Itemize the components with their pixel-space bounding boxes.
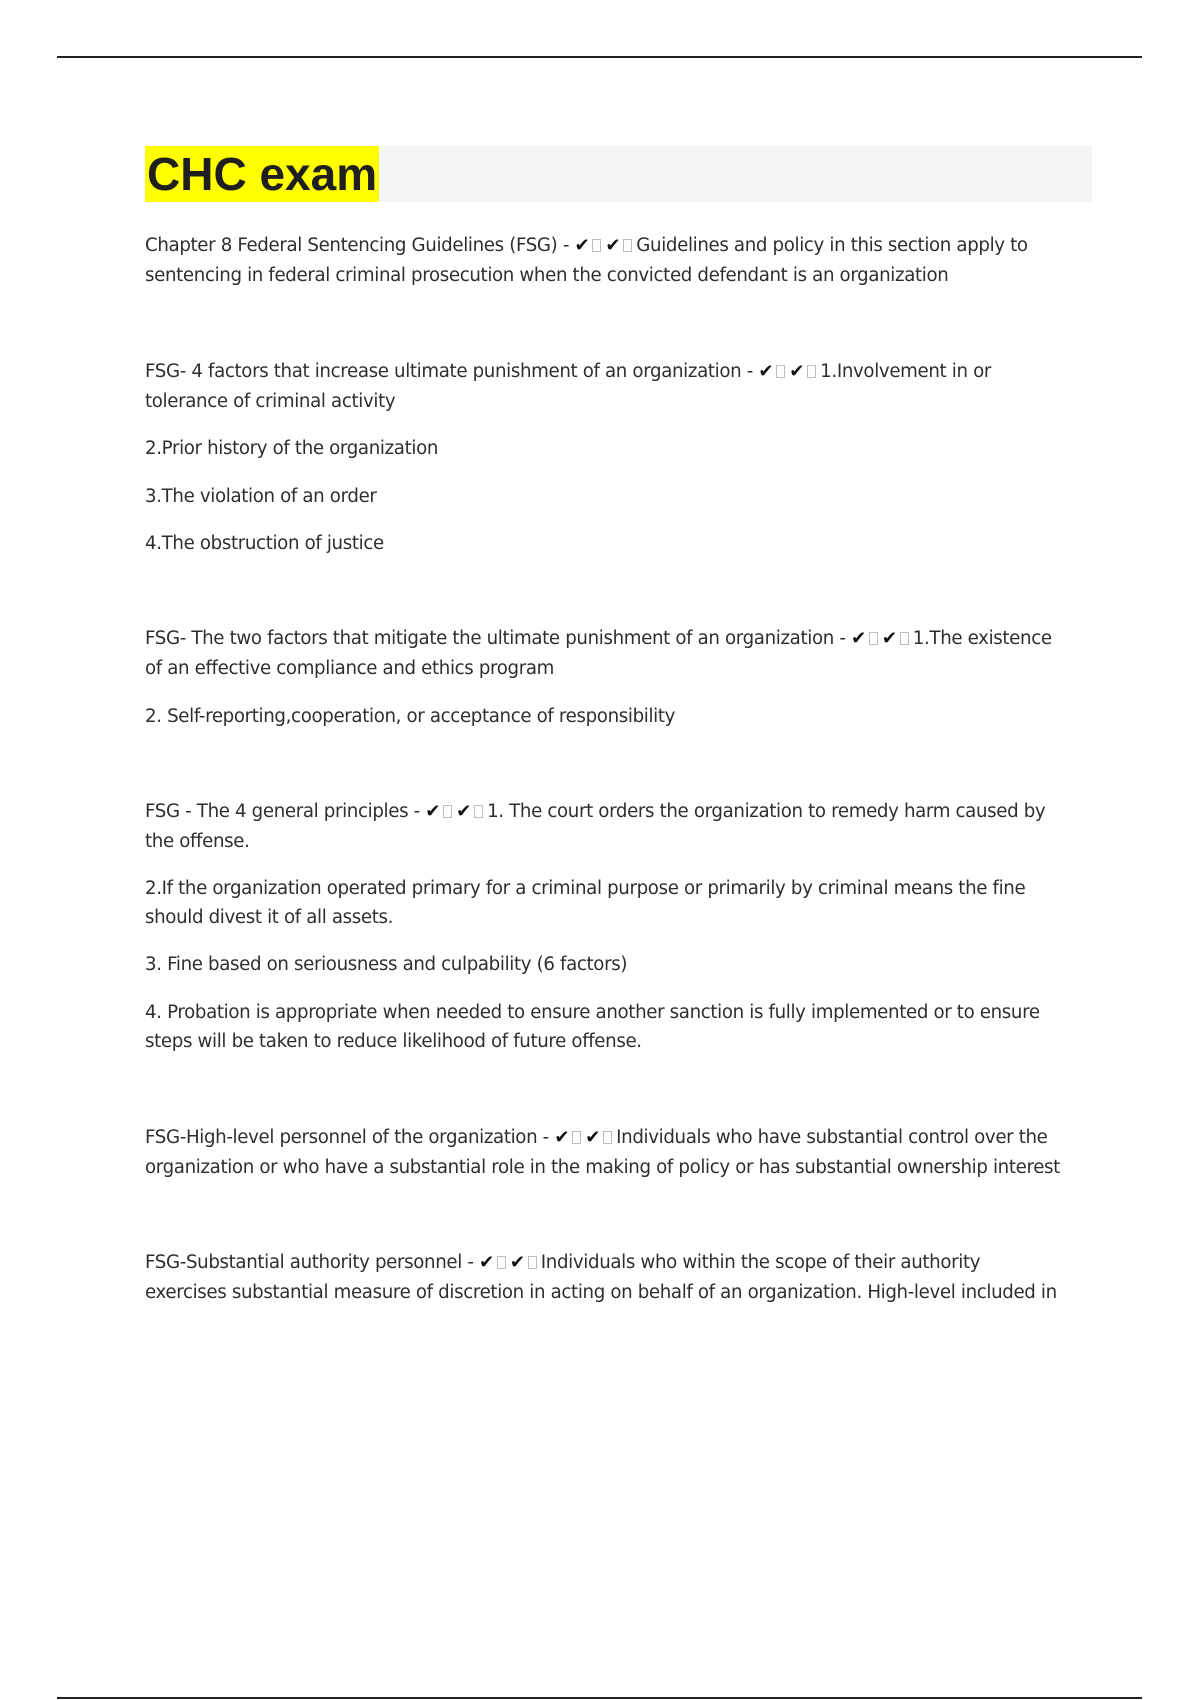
box-icon (592, 239, 601, 252)
check-icon: ✔ (574, 235, 590, 256)
box-icon (443, 805, 452, 818)
check-icon: ✔ (851, 628, 866, 649)
check-icon: ✔ (605, 235, 621, 256)
answer-text: 1.Involvement in or (820, 361, 991, 382)
qa-item-1-line-1 (145, 230, 1095, 262)
document-title: CHC exam (147, 148, 378, 200)
qa-item-2-list-item: 4.The obstruction of justice (145, 533, 384, 554)
answer-text: 1. The court orders the organization to remedy harm caused by (487, 801, 1046, 822)
qa-item-5-line-2: organization or who have a substantial role in the making of policy or has substantial ownership interest (145, 1157, 1060, 1178)
qa-item-3-line-1 (145, 623, 1095, 655)
qa-item-6-line-2: exercises substantial measure of discretion in acting on behalf of an organization. High-level included in (145, 1282, 1057, 1303)
qa-item-2-line-1 (145, 356, 1095, 388)
check-icon: ✔ (554, 1127, 570, 1148)
footer-rule (57, 1697, 1142, 1699)
header-rule (57, 56, 1142, 58)
qa-item-4-list-item-cont: steps will be taken to reduce likelihood of future offense. (145, 1031, 642, 1052)
box-icon (900, 632, 909, 645)
qa-item-6-line-1 (145, 1247, 1095, 1279)
box-icon (807, 365, 816, 378)
question-text: FSG- 4 factors that increase ultimate punishment of an organization - (145, 361, 753, 382)
qa-item-5-line-1 (145, 1122, 1095, 1154)
question-text: FSG - The 4 general principles - (145, 801, 420, 822)
check-icon: ✔ (509, 1252, 525, 1273)
qa-item-4-list-item: 4. Probation is appropriate when needed to ensure another sanction is fully implemented or to ensure (145, 1002, 1040, 1023)
box-icon (776, 365, 785, 378)
answer-text: Guidelines and policy in this section apply to (636, 235, 1028, 256)
box-icon (869, 632, 878, 645)
qa-item-3-list-item: 2. Self-reporting,cooperation, or acceptance of responsibility (145, 706, 676, 727)
question-text: FSG-High-level personnel of the organization - (145, 1127, 549, 1148)
qa-item-1-line-2: sentencing in federal criminal prosecution when the convicted defendant is an organization (145, 265, 949, 286)
qa-item-4-list-item: 2.If the organization operated primary for a criminal purpose or primarily by criminal means the fine (145, 878, 1026, 899)
box-icon (497, 1256, 506, 1269)
check-icon: ✔ (425, 801, 441, 822)
qa-item-2-list-item: 2.Prior history of the organization (145, 438, 439, 459)
qa-item-2-list-item: 3.The violation of an order (145, 486, 377, 507)
question-text: FSG- The two factors that mitigate the ultimate punishment of an organization - (145, 628, 846, 649)
check-icon: ✔ (456, 801, 472, 822)
question-text: Chapter 8 Federal Sentencing Guidelines (FSG) - (145, 235, 570, 256)
qa-item-4-line-2: the offense. (145, 831, 250, 852)
answer-text: 1.The existence (912, 628, 1052, 649)
check-icon: ✔ (789, 361, 805, 382)
qa-item-4-line-1 (145, 796, 1095, 828)
check-icon: ✔ (758, 361, 774, 382)
qa-item-4-list-item: 3. Fine based on seriousness and culpability (6 factors) (145, 954, 628, 975)
check-icon: ✔ (585, 1127, 601, 1148)
qa-item-3-line-2: of an effective compliance and ethics program (145, 658, 555, 679)
answer-text: Individuals who within the scope of their authority (540, 1252, 981, 1273)
answer-text: Individuals who have substantial control over the (616, 1127, 1048, 1148)
box-icon (572, 1131, 581, 1144)
box-icon (528, 1256, 537, 1269)
qa-item-2-line-2: tolerance of criminal activity (145, 391, 396, 412)
qa-item-4-list-item-cont: should divest it of all assets. (145, 907, 394, 928)
box-icon (603, 1131, 612, 1144)
check-icon: ✔ (479, 1252, 494, 1273)
box-icon (623, 239, 632, 252)
box-icon (474, 805, 483, 818)
question-text: FSG-Substantial authority personnel - (145, 1252, 474, 1273)
check-icon: ✔ (881, 628, 897, 649)
